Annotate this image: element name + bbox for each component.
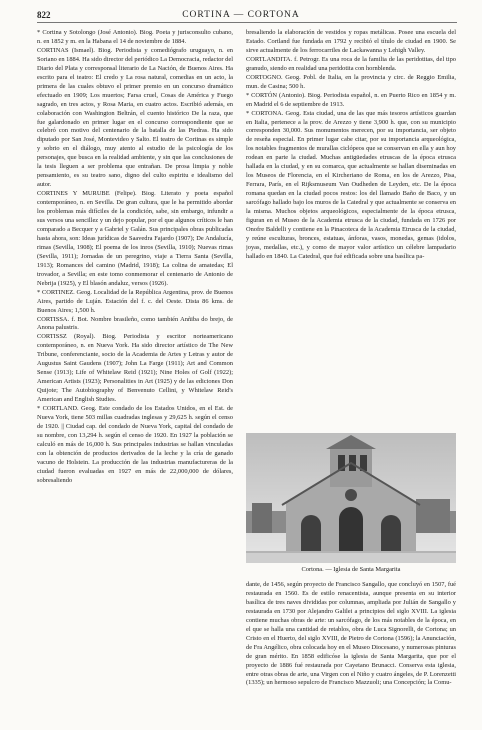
- entry-paragraph: CORTISSA. f. Bot. Nombre brasileño, como también Anñiba do brejo, de Anona palustris.: [37, 315, 233, 332]
- right-column-bottom: [246, 581, 456, 701]
- church-photograph: [246, 433, 456, 563]
- entry-paragraph: CORTLANDITA. f. Petrogr. Es una roca de la familia de las peridotitas, del tipo granudo, siendo en realidad una peridotita con hornblenda.: [246, 55, 456, 72]
- header-rule: [37, 22, 457, 23]
- entry-paragraph: CORTISSZ (Royal). Biog. Periodista y escritor norteamericano contemporáneo, n. en Nueva York. Ha sido director artístico de The New Tribune, conferenciante, socio de la Academia de Artes y Letras y autor de Augustus Saint Gaudens (1907); John La Farge (1911); Art and Common Sense (1913); Life of Whitelaw Reid (1921); Nine Holes of Golf (1922); American Artists (1923); Personalities in Art (1925) y de las ediciones Don Quijote; The Autobiography of Benvenuto Cellini, y Whitelaw Reid's American and English Studies.: [37, 333, 233, 404]
- page-number: 822: [37, 10, 51, 20]
- entry-paragraph: dante, de 1456, según proyecto de Francisco Sangallo, que concluyó en 1507, fué restaurada en 1560. Es de estilo renacentista, aunque presenta en su interior basílica de tres naves divididas por columnas, ampliada por Julián de Sangallo y restaurada en 1730 por Alejandro Galilei a principios del siglo XVIII. La iglesia contiene muchas obras de arte: un sarcófago, de los más notables de la época, en el que se halla una cantidad de retablos, obra de Luca Signorelli, de Cortona; un Cristo en el Huerto, del siglo XVIII, de Pietro de Cortona (1596); la Anunciación, de Fra Angélico, obra colocada hoy en el Museo Diocesano, y numerosas pinturas de gran mérito. En 1858 edificóse la iglesia de Santa Margarita, que por el proyecto de 1886 fué restaurada por Cayetano Brunacci. Conserva esta iglesia, entre otras obras de arte, una Virgen con el Niño y cuatro ángeles, de P. Lorenzetti (1335); un hermoso sepulcro de Francisco Mazzuoli; una Concepción; la Comu-: [246, 581, 456, 687]
- entry-paragraph: CORTOGNO. Geog. Pobl. de Italia, en la provincia y circ. de Reggio Emilia, mun. de Casina; 500 h.: [246, 73, 456, 90]
- left-column: [37, 29, 233, 701]
- church-illustration: [246, 433, 456, 563]
- right-column-top: [246, 29, 456, 424]
- entry-paragraph: * CORTLAND. Geog. Este condado de los Estados Unidos, en el Est. de Nueva York, tiene 503 millas cuadradas inglesas y 29,625 h. según el censo de 1920. || Ciudad cap. del condado de Nueva York, capital del condado de su nombre, con 13,294 h. según el censo de 1920. En 1927 la población se calculó en más de 16,000 h. Sus principales industrias se hallan vinculadas con la obtención de productos derivados de la leche y la cría de ganado vacuno de Holstein. La producción de las industrias manufactureras de la ciudad fueron evaluadas en 1927 en más de 22,000,000 de dólares, sobresaliendo: [37, 405, 233, 484]
- entry-paragraph: CORTINAS (Ismael). Biog. Periodista y comediógrafo uruguayo, n. en Soriano en 1884. Ha sido director del periódico La Democracia, redactor del Diario del Plata y corresponsal literario de La Nación, de Buenos Aires. Ha escrito para el teatro: El credo y La rosa natural, comedias en un acto, la primera de las cuales obtuvo el primer premio en un concurso dramático efectuado en 1909; Los muertos; Farsa cruel, Cosas de América y Fuego sagrado, en tres actos, y Rosa Maria, en cuatro actos. Escribió además, en colaboración con Washington Beltrán, el cuento histórico De la raza, que fue galardonado en primer lugar en el concurso correspondiente que se celebró con motivo del centenario de la batalla de las Piedras. Ha sido diputado por San José, Montevideo y Salto. El teatro de Cortinas es simple y sobrio en el diálogo, muy atento al estudio de la psicología de los personajes, que busca en la realidad ambiente, y sin que las conclusiones de la tesis lleguen a ser problema que entrañan. De prosa limpia y noble pensamiento, es su teatro sano, digno del culto espiritu e idealismo del autor.: [37, 46, 233, 189]
- running-title: CORTINA — CORTONA: [182, 10, 300, 20]
- entry-paragraph: CORTINES Y MURUBE (Felipe). Biog. Literato y poeta español contemporáneo, n. en Sevilla. De gran cultura, que le ha permitido abordar los problemas más difíciles de la condición, sabe, sin embargo, infundir a sus versos una sencillez y un dejo popular, por el que algunos críticos le han comparado a Becquer y a Gabriel y Galán. Sus principales obras publicadas hasta ahora, son: Ideas jurídicas de Saavedra Fajardo (1907); De Andalucía, rimas (Sevilla, 1908); El poema de los inros (Sevilla, 1910); Nuevas rimas (Sevilla, 1911); Jornadas de un peregrino, viaje a Tierra Santa (Sevilla, 1913); Romances del camino (Madrid, 1918); La colina de amatedas; El trovador, a Sevilla; en este tomo conmemorar el centenario de Antonio de Nebrija (1925), y El blasón andaluz, versos (1926).: [37, 190, 233, 287]
- entry-paragraph: * Cortina y Sotolongo (José Antonio). Biog. Poeta y jurisconsulto cubano, n. en 1852 y m. en la Habana el 14 de noviembre de 1884.: [37, 29, 233, 45]
- entry-paragraph: * CORTONA. Geog. Esta ciudad, una de las que más tesoros artísticos guardan en Italia, pertenece a la prov. de Arezzo y tiene 3,900 h. que, con su municipio corresponden 30,000. Sus monumentos merecen, por su importancia, ser objeto de reseña especial. En primer lugar cabe citar, por su importancia arqueológica, los notables fragmentos de murallas ciclópeos que se conservan en ella y aun hoy rodean en parte la ciudad. Muchas antigüedades etruscas de la época etrusca hallada en la ciudad, y en su comarca, que actualmente se hallan diseminadas en los Museos de Florencia, en el Kircheriano de Roma, en los de Arezzo, Pisa, Ferrara, París, en el Rijksmuseum Van Oudheden de Leyden, etc. De la época romana quedan en la ciudad pocos restos: los del llamado Baño de Baco, y un sarcófago hallado bajo los muros de la Catedral y que actualmente se conserva en la misma. Muchos objetos arqueológicos, especialmente de la época etrusca, figuran en el Museo de la Academia etrusca de la ciudad, fundada en 1726 por Onofre Baldelli y contiene en la Pinacoteca de la Academia Etrusca de la ciudad, y reúne esculturas, bronces, estatuas, ánforas, vasos, monedas, gemas (idolos, joyas, medallas, etc.), y como de mayor valor artístico un célebre lampadario hallado en 1840. La Catedral, que fué edificada sobre una basílica pa-: [246, 109, 456, 260]
- entry-paragraph: * CORTINEZ. Geog. Localidad de la República Argentina, prov. de Buenos Aires, partido de Luján. Estación del f. c. del Oeste. Dista 86 kms. de Buenos Aires; 1,500 h.: [37, 288, 233, 314]
- entry-paragraph: bresaliendo la elaboración de vestidos y ropas metálicas. Posee una escuela del Estado. Cortland fue fundada en 1792 y recibió el título de ciudad en 1900. Se sirve actualmente de los ferrocarriles de Lackawanna y Lehigh Valley.: [246, 29, 456, 54]
- photo-caption: Cortona. — Iglesia de Santa Margarita: [301, 566, 401, 573]
- entry-paragraph: * CORTÓN (Antonio). Biog. Periodista español, n. en Puerto Rico en 1854 y m. en Madrid el 6 de septiembre de 1913.: [246, 91, 456, 108]
- page-header: [0, 0, 482, 28]
